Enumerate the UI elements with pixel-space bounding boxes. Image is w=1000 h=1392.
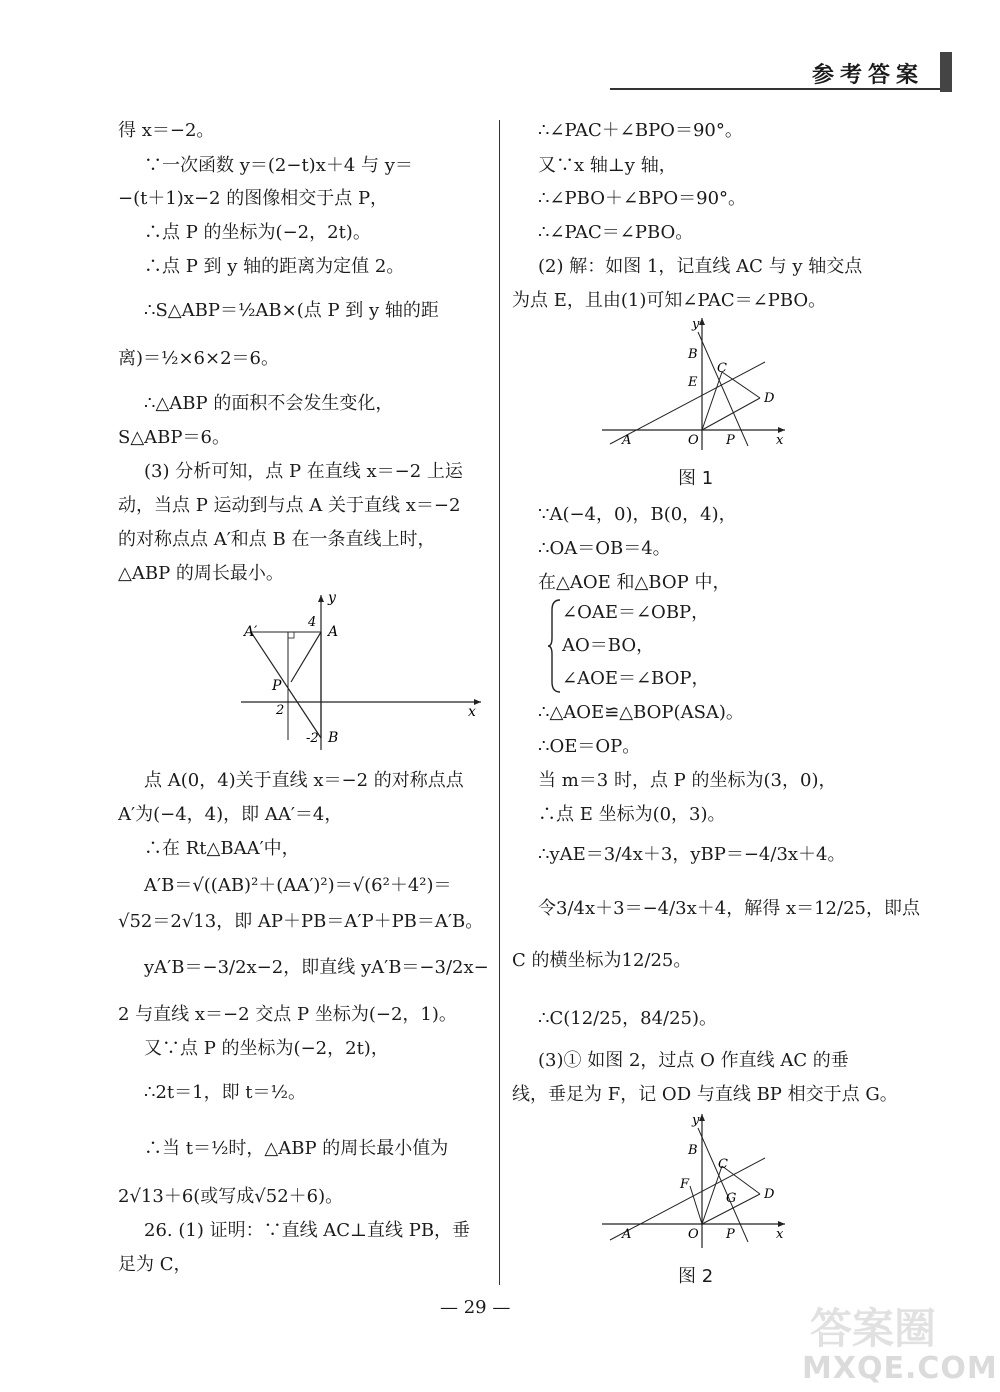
text-line: S△ABP＝6。	[118, 427, 230, 448]
text-line: ∴点 P 到 y 轴的距离为定值 2。	[144, 256, 405, 277]
header-title: 参考答案	[812, 63, 925, 88]
figure-1	[600, 312, 800, 452]
text-line: yA′B＝−3/2x−2，即直线 yA′B＝−3/2x−	[144, 957, 489, 978]
text-line: (3)① 如图 2，过点 O 作直线 AC 的垂	[538, 1050, 849, 1071]
watermark-site: MXQE.COM	[802, 1351, 998, 1386]
text-line: ∴S△ABP＝½AB×(点 P 到 y 轴的距	[144, 300, 439, 321]
text-line: 的对称点点 A′和点 B 在一条直线上时，	[118, 529, 436, 550]
fig1-label-x: x	[776, 433, 784, 448]
figure-2-caption: 图 2	[678, 1266, 714, 1287]
label-B: B	[328, 730, 339, 746]
fig1-label-P: P	[726, 433, 735, 448]
text-line: 点 A(0，4)关于直线 x＝−2 的对称点点	[144, 770, 464, 791]
label-A: A	[328, 624, 339, 640]
text-line: ∵一次函数 y＝(2−t)x＋4 与 y＝	[144, 155, 413, 176]
column-divider	[499, 120, 500, 1285]
fig2-label-F: F	[680, 1177, 690, 1192]
label-y: y	[328, 590, 336, 606]
tick-2: 2	[276, 703, 285, 718]
text-line: 为点 E，且由(1)可知∠PAC＝∠PBO。	[512, 290, 827, 311]
fig2-label-x: x	[776, 1227, 784, 1242]
fig1-label-A: A	[622, 433, 632, 448]
figure-symmetry	[236, 590, 496, 755]
fig2-label-C: C	[718, 1157, 728, 1172]
text-line: A′为(−4，4)，即 AA′＝4，	[118, 804, 343, 825]
fig2-label-y: y	[692, 1113, 700, 1128]
text-line: (3) 分析可知，点 P 在直线 x＝−2 上运	[144, 461, 463, 482]
text-line: 离)＝½×6×2＝6。	[118, 348, 279, 369]
fig1-label-E: E	[688, 375, 698, 390]
fig1-label-B: B	[688, 347, 698, 362]
fig2-label-O: O	[688, 1227, 699, 1242]
watermark-brand: 答案圈	[810, 1304, 937, 1353]
text-line: ∴∠PAC＋∠BPO＝90°。	[538, 120, 743, 141]
text-line: −(t＋1)x−2 的图像相交于点 P，	[118, 188, 389, 209]
text-line: ∴OA＝OB＝4。	[538, 538, 671, 559]
text-line: 26. (1) 证明：∵直线 AC⊥直线 PB，垂	[144, 1220, 471, 1241]
text-line: AO＝BO，	[562, 635, 655, 656]
label-x: x	[468, 704, 476, 720]
text-line: ∴∠PBO＋∠BPO＝90°。	[538, 188, 747, 209]
text-line: ∠AOE＝∠BOP，	[562, 668, 710, 689]
text-line: ∴2t＝1，即 t＝½。	[144, 1082, 306, 1103]
text-line: ∴C(12/25，84/25)。	[538, 1008, 718, 1029]
text-line: ∴△ABP 的面积不会发生变化，	[144, 393, 394, 414]
watermark-logo	[802, 1296, 998, 1386]
text-line: ∴△AOE≌△BOP(ASA)。	[538, 702, 744, 723]
brace-icon	[548, 598, 562, 694]
fig1-label-D: D	[764, 391, 775, 406]
fig1-label-y: y	[692, 317, 700, 332]
text-line: 又∵x 轴⊥y 轴，	[538, 155, 677, 176]
header-rule	[610, 88, 940, 90]
fig1-label-C: C	[717, 361, 727, 376]
text-line: 足为 C，	[118, 1254, 192, 1275]
text-line: (2) 解：如图 1，记直线 AC 与 y 轴交点	[538, 256, 863, 277]
tick-minus-2: -2	[306, 731, 319, 746]
text-line: △ABP 的周长最小。	[118, 563, 284, 584]
figure-1-caption: 图 1	[678, 468, 714, 489]
text-line: ∠OAE＝∠OBP，	[562, 602, 710, 623]
fig2-label-D: D	[764, 1187, 775, 1202]
text-line: 令3/4x＋3＝−4/3x＋4，解得 x＝12/25，即点	[538, 898, 920, 919]
text-line: 动，当点 P 运动到与点 A 关于直线 x＝−2	[118, 495, 461, 516]
text-line: C 的横坐标为12/25。	[512, 950, 692, 971]
fig2-label-G: G	[726, 1191, 737, 1206]
label-A-prime: A′	[244, 624, 258, 640]
text-line: 在△AOE 和△BOP 中，	[538, 572, 731, 593]
fig2-label-B: B	[688, 1143, 698, 1158]
text-line: 得 x＝−2。	[118, 120, 215, 141]
text-line: ∴点 P 的坐标为(−2，2t)。	[144, 222, 371, 243]
fig2-label-P: P	[726, 1227, 735, 1242]
text-line: 当 m＝3 时，点 P 的坐标为(3，0)，	[538, 770, 837, 791]
tick-4: 4	[308, 615, 317, 630]
page-number: — 29 —	[440, 1297, 511, 1318]
fig1-label-O: O	[688, 433, 699, 448]
header-bar	[940, 52, 952, 92]
label-P: P	[272, 678, 282, 694]
text-line: ∵A(−4，0)，B(0，4)，	[538, 504, 737, 525]
text-line: ∴∠PAC＝∠PBO。	[538, 222, 694, 243]
text-line: ∴当 t＝½时，△ABP 的周长最小值为	[144, 1138, 449, 1159]
text-line: A′B＝√((AB)²＋(AA′)²)＝√(6²＋4²)＝	[144, 875, 452, 896]
text-line: ∴yAE＝3/4x＋3，yBP＝−4/3x＋4。	[538, 844, 846, 865]
text-line: 2√13＋6(或写成√52＋6)。	[118, 1186, 344, 1207]
text-line: √52＝2√13，即 AP＋PB＝A′P＋PB＝A′B。	[118, 911, 484, 932]
text-line: 2 与直线 x＝−2 交点 P 坐标为(−2，1)。	[118, 1004, 457, 1025]
figure-2	[600, 1108, 800, 1250]
text-line: 线，垂足为 F，记 OD 与直线 BP 相交于点 G。	[512, 1084, 898, 1105]
text-line: 又∵点 P 的坐标为(−2，2t)，	[144, 1038, 389, 1059]
text-line: ∴OE＝OP。	[538, 736, 641, 757]
fig2-label-A: A	[622, 1227, 632, 1242]
text-line: ∴点 E 坐标为(0，3)。	[538, 804, 726, 825]
text-line: ∴在 Rt△BAA′中，	[144, 838, 300, 859]
